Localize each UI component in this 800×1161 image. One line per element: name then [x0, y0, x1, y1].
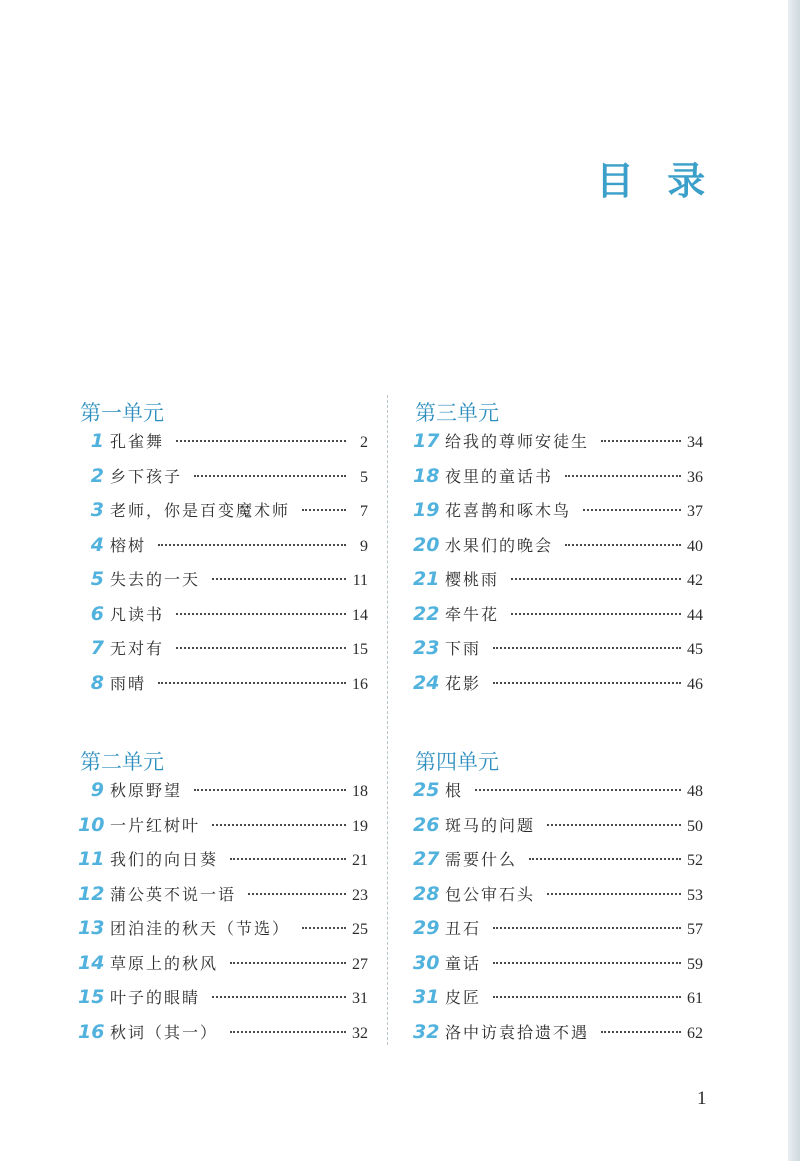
lesson-page-number: 42: [687, 572, 703, 589]
lesson-number: 14: [78, 951, 105, 974]
toc-entry[interactable]: [413, 533, 703, 561]
dot-leader: [493, 961, 681, 964]
toc-entry[interactable]: [78, 985, 368, 1013]
lesson-title: 凡读书: [110, 604, 165, 624]
dot-leader: [212, 995, 346, 998]
lesson-number: 15: [78, 986, 105, 1008]
lesson-number: 13: [78, 917, 105, 939]
lesson-title: 水果们的晚会: [445, 535, 554, 555]
lesson-page-number: 46: [687, 675, 703, 693]
dot-leader: [176, 612, 346, 615]
lesson-title: 乡下孩子: [110, 466, 183, 486]
dot-leader: [493, 681, 681, 684]
lesson-title: 包公审石头: [445, 884, 536, 904]
lesson-number: 27: [413, 848, 440, 870]
lesson-number: 20: [413, 533, 440, 556]
dot-leader: [158, 681, 346, 684]
lesson-title: 无对有: [110, 639, 165, 658]
lesson-number: 18: [413, 464, 440, 487]
dot-leader: [601, 1030, 681, 1033]
dot-leader: [529, 857, 681, 860]
lesson-number: 26: [413, 813, 440, 836]
lesson-number: 11: [78, 848, 105, 870]
lesson-number: 6: [90, 602, 104, 625]
lesson-number: 24: [413, 671, 440, 694]
toc-entry[interactable]: [413, 1020, 703, 1048]
lesson-page-number: 52: [687, 852, 703, 869]
lesson-number: 28: [413, 882, 440, 905]
lesson-number: 1: [90, 430, 104, 452]
toc-entry[interactable]: [78, 847, 368, 875]
lesson-page-number: 2: [360, 434, 368, 451]
unit-section: [80, 397, 370, 717]
toc-entry[interactable]: [413, 882, 703, 910]
lesson-page-number: 15: [352, 641, 368, 658]
dot-leader: [212, 577, 346, 580]
lesson-number: 19: [413, 499, 440, 521]
lesson-number: 3: [90, 499, 104, 521]
lesson-title: 失去的一天: [110, 570, 201, 589]
dot-leader: [230, 961, 346, 964]
lesson-page-number: 27: [352, 955, 368, 973]
page-number: 1: [697, 1088, 707, 1109]
lesson-page-number: 18: [352, 783, 368, 800]
lesson-page-number: 36: [687, 468, 703, 486]
dot-leader: [475, 788, 681, 791]
toc-entry[interactable]: [78, 533, 368, 561]
lesson-title: 老师，你是百变魔术师: [110, 501, 291, 520]
toc-entry[interactable]: [78, 813, 368, 841]
dot-leader: [511, 577, 681, 580]
lesson-page-number: 61: [687, 990, 703, 1007]
dot-leader: [583, 508, 681, 511]
toc-entry[interactable]: [413, 429, 703, 457]
lesson-title: 秋原野望: [110, 781, 183, 800]
dot-leader: [547, 892, 681, 895]
toc-entry[interactable]: [78, 464, 368, 492]
dot-leader: [248, 892, 346, 895]
dot-leader: [194, 788, 346, 791]
page-title: 目 录: [596, 159, 716, 203]
lesson-number: 9: [90, 779, 104, 801]
lesson-number: 2: [90, 464, 104, 487]
toc-entry[interactable]: [413, 498, 703, 526]
lesson-title: 给我的尊师安徒生: [445, 432, 590, 451]
lesson-page-number: 37: [687, 503, 703, 520]
lesson-page-number: 40: [687, 537, 703, 555]
lesson-number: 17: [413, 430, 440, 452]
toc-entry[interactable]: [78, 602, 368, 630]
dot-leader: [302, 508, 346, 511]
dot-leader: [158, 543, 346, 546]
dot-leader: [230, 857, 346, 860]
page-edge-strip: [788, 0, 800, 1161]
lesson-page-number: 32: [352, 1024, 368, 1042]
toc-entry[interactable]: [413, 985, 703, 1013]
lesson-number: 4: [90, 533, 104, 556]
lesson-number: 7: [90, 637, 104, 659]
toc-entry[interactable]: [78, 671, 368, 699]
lesson-number: 25: [413, 779, 440, 801]
unit-section: [80, 746, 370, 1066]
lesson-page-number: 14: [352, 606, 368, 624]
unit-title: 第二单元: [80, 750, 164, 774]
lesson-title: 我们的向日葵: [110, 850, 219, 869]
dot-leader: [194, 474, 346, 477]
lesson-title: 下雨: [445, 639, 482, 658]
dot-leader: [176, 646, 346, 649]
toc-entry[interactable]: [78, 916, 368, 944]
lesson-title: 花喜鹊和啄木鸟: [445, 501, 572, 520]
dot-leader: [601, 439, 681, 442]
lesson-page-number: 5: [360, 468, 368, 486]
lesson-page-number: 7: [360, 503, 368, 520]
lesson-number: 30: [413, 951, 440, 974]
lesson-title: 团泊洼的秋天（节选）: [110, 919, 291, 938]
dot-leader: [212, 823, 346, 826]
lesson-page-number: 16: [352, 675, 368, 693]
lesson-number: 29: [413, 917, 440, 939]
lesson-title: 草原上的秋风: [110, 953, 219, 973]
dot-leader: [302, 926, 346, 929]
lesson-page-number: 45: [687, 641, 703, 658]
toc-entry[interactable]: [413, 951, 703, 979]
lesson-title: 蒲公英不说一语: [110, 884, 237, 904]
lesson-page-number: 62: [687, 1024, 703, 1042]
lesson-page-number: 21: [352, 852, 368, 869]
lesson-title: 丑石: [445, 919, 482, 938]
toc-entry[interactable]: [78, 636, 368, 664]
lesson-page-number: 48: [687, 783, 703, 800]
lesson-page-number: 23: [352, 886, 368, 904]
lesson-title: 秋词（其一）: [110, 1022, 219, 1042]
lesson-number: 10: [78, 813, 105, 836]
lesson-page-number: 9: [360, 537, 368, 555]
dot-leader: [493, 646, 681, 649]
toc-entry[interactable]: [413, 813, 703, 841]
toc-entry[interactable]: [78, 951, 368, 979]
lesson-number: 21: [413, 568, 440, 590]
lesson-number: 16: [78, 1020, 105, 1043]
lesson-page-number: 59: [687, 955, 703, 973]
dot-leader: [493, 926, 681, 929]
dot-leader: [547, 823, 681, 826]
lesson-number: 31: [413, 986, 440, 1008]
lesson-title: 皮匠: [445, 988, 482, 1007]
lesson-title: 牵牛花: [445, 604, 500, 624]
lesson-title: 童话: [445, 953, 482, 973]
toc-entry[interactable]: [413, 778, 703, 806]
dot-leader: [511, 612, 681, 615]
unit-title: 第三单元: [415, 401, 499, 425]
lesson-page-number: 25: [352, 921, 368, 938]
lesson-page-number: 57: [687, 921, 703, 938]
lesson-title: 一片红树叶: [110, 815, 201, 835]
lesson-title: 樱桃雨: [445, 570, 500, 589]
toc-entry[interactable]: [413, 847, 703, 875]
lesson-page-number: 53: [687, 886, 703, 904]
lesson-title: 根: [445, 781, 464, 800]
toc-entry[interactable]: [78, 429, 368, 457]
lesson-page-number: 44: [687, 606, 703, 624]
lesson-page-number: 11: [352, 572, 368, 589]
lesson-number: 23: [413, 637, 440, 659]
toc-entry[interactable]: [78, 1020, 368, 1048]
dot-leader: [565, 543, 681, 546]
column-divider: [387, 395, 388, 1045]
lesson-title: 夜里的童话书: [445, 466, 554, 486]
lesson-number: 8: [90, 671, 104, 694]
toc-entry[interactable]: [78, 567, 368, 595]
toc-entry[interactable]: [413, 602, 703, 630]
toc-entry[interactable]: [413, 464, 703, 492]
dot-leader: [230, 1030, 346, 1033]
dot-leader: [565, 474, 681, 477]
lesson-page-number: 34: [687, 434, 703, 451]
toc-entry[interactable]: [78, 498, 368, 526]
dot-leader: [493, 995, 681, 998]
toc-entry[interactable]: [78, 778, 368, 806]
dot-leader: [176, 439, 346, 442]
lesson-number: 12: [78, 882, 105, 905]
lesson-title: 孔雀舞: [110, 432, 165, 451]
lesson-number: 5: [90, 568, 104, 590]
toc-entry[interactable]: [78, 882, 368, 910]
lesson-title: 雨晴: [110, 673, 147, 693]
toc-entry[interactable]: [413, 671, 703, 699]
toc-entry[interactable]: [413, 636, 703, 664]
lesson-page-number: 19: [352, 817, 368, 835]
unit-section: [415, 397, 705, 717]
unit-title: 第一单元: [80, 401, 164, 425]
lesson-title: 洛中访袁拾遗不遇: [445, 1022, 590, 1042]
lesson-page-number: 31: [352, 990, 368, 1007]
unit-section: [415, 746, 705, 1066]
lesson-title: 叶子的眼睛: [110, 988, 201, 1007]
lesson-number: 32: [413, 1020, 440, 1043]
lesson-title: 需要什么: [445, 850, 518, 869]
lesson-title: 花影: [445, 673, 482, 693]
lesson-title: 榕树: [110, 535, 147, 555]
lesson-number: 22: [413, 602, 440, 625]
toc-entry[interactable]: [413, 567, 703, 595]
lesson-page-number: 50: [687, 817, 703, 835]
toc-entry[interactable]: [413, 916, 703, 944]
unit-title: 第四单元: [415, 750, 499, 774]
lesson-title: 斑马的问题: [445, 815, 536, 835]
